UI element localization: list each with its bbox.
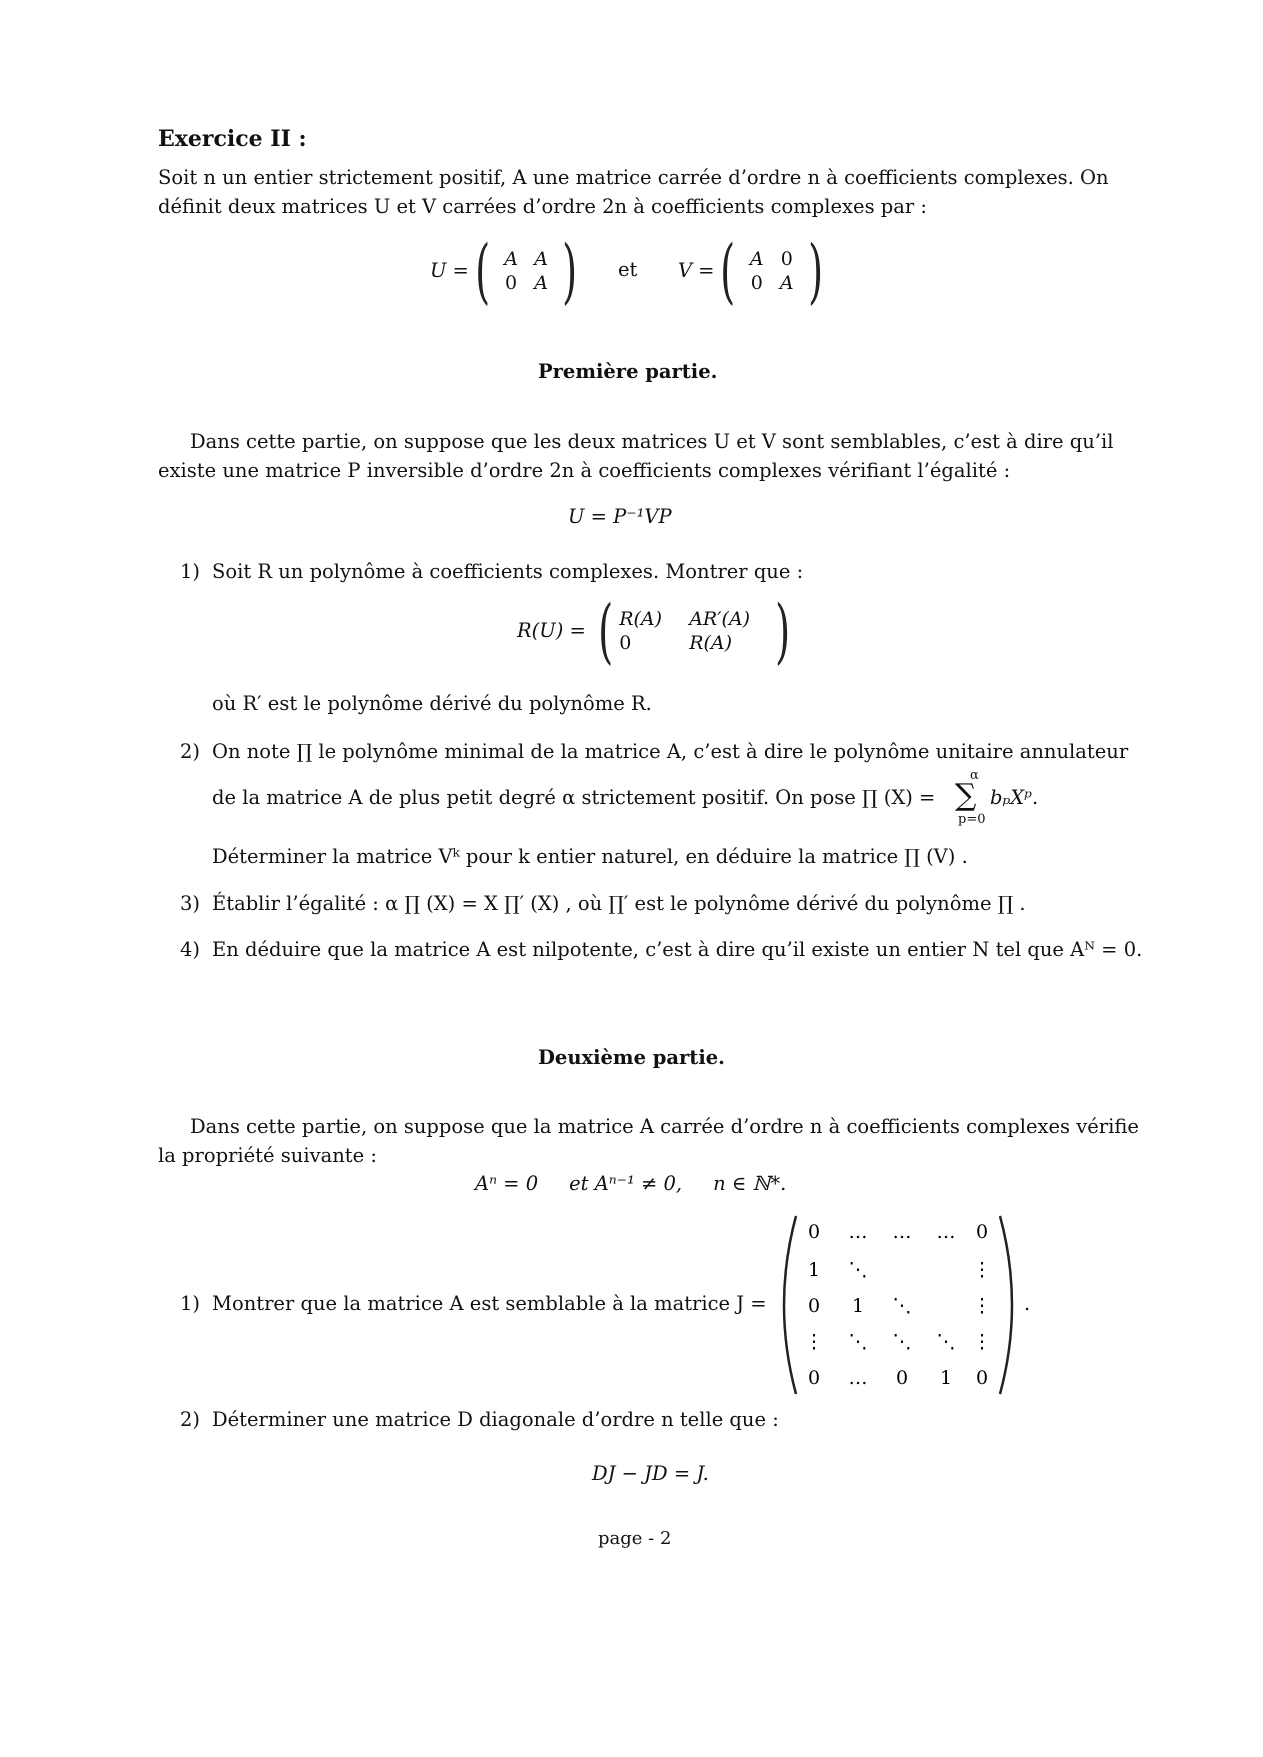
matrix-cell: R(A) (619, 608, 663, 630)
sum-top: α (970, 768, 979, 783)
part2-condition: Aⁿ = 0 et Aⁿ⁻¹ ≠ 0, n ∈ ℕ*. (475, 1172, 787, 1195)
part1-title: Première partie. (538, 360, 718, 383)
matrix-j-cell: 0 (975, 1367, 989, 1389)
matrix-j-cell: ⋮ (804, 1331, 824, 1353)
part1-q1-num: 1) (180, 560, 201, 583)
matrix-cell: A (749, 248, 764, 270)
sum-bottom: p=0 (958, 812, 986, 827)
matrix-cell: 0 (780, 248, 793, 270)
matrix-j-cell: ⋱ (892, 1331, 912, 1353)
part1-q1-text: Soit R un polynôme à coefficients complexes. Montrer que : (212, 560, 804, 583)
part2-title: Deuxième partie. (538, 1046, 725, 1069)
matrix-v-name: V (678, 259, 693, 283)
matrix-cell: R(A) (689, 632, 733, 654)
matrix-j-cell: 0 (807, 1221, 821, 1243)
part2-q1-num: 1) (180, 1292, 201, 1315)
matrix-j-cell: 0 (895, 1367, 909, 1389)
matrix-j-cell: ⋮ (972, 1331, 992, 1353)
matrix-j (778, 1212, 1018, 1398)
part1-q2-line1: On note ∏ le polynôme minimal de la matrice A, c’est à dire le polynôme unitaire annulateur (212, 740, 1129, 763)
part1-intro-line-1: Dans cette partie, on suppose que les deux matrices U et V sont semblables, c’est à dire qu’il (190, 430, 1114, 453)
part2-intro-line-1: Dans cette partie, on suppose que la matrice A carrée d’ordre n à coefficients complexes vérifie (190, 1115, 1139, 1138)
matrix-j-cell: ⋱ (848, 1331, 868, 1353)
matrix-cell: 0 (505, 272, 518, 294)
part2-intro-line-2: la propriété suivante : (158, 1144, 377, 1167)
matrix-j-cell: ⋱ (892, 1295, 912, 1317)
matrix-j-cell: 0 (807, 1295, 821, 1317)
matrix-u-name: U (430, 259, 447, 283)
matrix-j-cell: 1 (939, 1367, 953, 1389)
matrix-j-cell: … (936, 1221, 956, 1243)
part1-q2-line3: Déterminer la matrice Vᵏ pour k entier naturel, en déduire la matrice ∏ (V) . (212, 845, 968, 868)
part1-q2-num: 2) (180, 740, 201, 763)
exercise-title: Exercice II : (158, 126, 307, 152)
part2-q2-equation: DJ − JD = J. (592, 1462, 709, 1485)
matrix-r-lhs: R(U) = (517, 619, 586, 643)
intro-line-2: définit deux matrices U et V carrées d’ordre 2n à coefficients complexes par : (158, 195, 927, 218)
intro-line-1: Soit n un entier strictement positif, A une matrice carrée d’ordre n à coefficients complexes. On (158, 166, 1109, 189)
matrix-cell: A (779, 272, 794, 294)
part1-intro-line-2: existe une matrice P inversible d’ordre 2n à coefficients complexes vérifiant l’égalité : (158, 459, 1011, 482)
matrix-v: V = ( A 0 0 A ) (678, 230, 823, 312)
matrix-j-cell: ⋮ (972, 1259, 992, 1281)
matrix-j-cell: … (892, 1221, 912, 1243)
matrix-j-cell: ⋱ (936, 1331, 956, 1353)
sum-icon: ∑ (955, 778, 977, 813)
matrix-cell: 0 (750, 272, 763, 294)
part1-q1-after: où R′ est le polynôme dérivé du polynôme R. (212, 692, 652, 715)
matrix-j-cell: ⋮ (972, 1295, 992, 1317)
matrix-cell: A (504, 248, 518, 270)
matrix-cell: 0 (619, 632, 632, 654)
part2-q2-text: Déterminer une matrice D diagonale d’ordre n telle que : (212, 1408, 779, 1431)
matrix-u: U = ( A A 0 A ) (430, 230, 578, 312)
matrix-j-cell: 1 (807, 1259, 821, 1281)
part1-q3-text: Établir l’égalité : α ∏ (X) = X ∏′ (X) , où ∏′ est le polynôme dérivé du polynôme ∏ . (212, 892, 1026, 915)
matrix-j-right-paren (1000, 1216, 1012, 1394)
part1-q4-text: En déduire que la matrice A est nilpotente, c’est à dire qu’il existe un entier N tel que Aᴺ = 0. (212, 938, 1143, 961)
page-number: page - 2 (598, 1528, 672, 1549)
et-label: et (618, 258, 638, 281)
matrix-j-cell: ⋱ (848, 1259, 868, 1281)
part1-q4-num: 4) (180, 938, 201, 961)
part1-q3-num: 3) (180, 892, 201, 915)
matrix-r-of-u: R(U) = ( R(A) AR′(A) 0 R(A) ) (517, 590, 791, 672)
sum-term: bₚXᵖ. (990, 786, 1039, 809)
matrix-cell: AR′(A) (689, 608, 751, 630)
matrix-j-cell: 0 (975, 1221, 989, 1243)
part2-q1-text: Montrer que la matrice A est semblable à la matrice J = (212, 1292, 767, 1315)
matrix-j-cell: 0 (807, 1367, 821, 1389)
matrix-cell: A (534, 248, 548, 270)
part1-q2-line2: de la matrice A de plus petit degré α strictement positif. On pose ∏ (X) = (212, 786, 936, 809)
matrix-j-cell: 1 (851, 1295, 865, 1317)
part2-q1-period: . (1024, 1292, 1031, 1315)
matrix-j-cell: … (848, 1221, 868, 1243)
matrix-j-cell: … (848, 1367, 868, 1389)
part1-equation: U = P⁻¹VP (568, 505, 672, 528)
matrix-j-left-paren (784, 1216, 796, 1394)
part2-q2-num: 2) (180, 1408, 201, 1431)
matrix-cell: A (534, 272, 548, 294)
